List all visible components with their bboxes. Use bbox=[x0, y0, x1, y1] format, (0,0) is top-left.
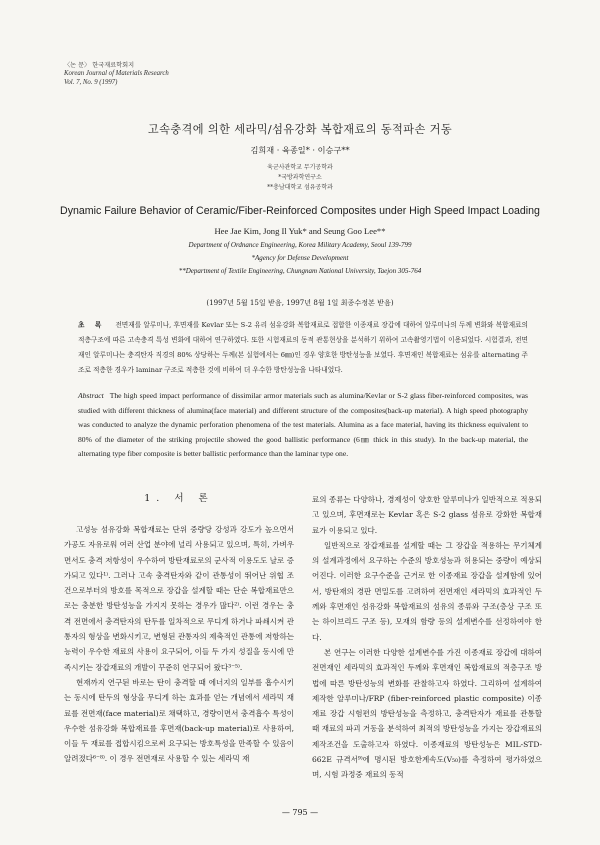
paragraph: 본 연구는 이러한 다양한 설계변수를 가진 이종재료 장갑에 대하여 전면재인 세라믹의 효과적인 두께와 후면재인 복합재료의 적층구조 방법에 따른 방탄성능의 변화를 관찰하고자 하였다. 그리하여 설계하여 제작한 알루미나/FRP (fiber-reinforced plastic composite) 이종재료 장갑 시험편의 방탄성능을 측정하고, 충격탄자가 재료를 관통할 때 재료의 파괴 거동을 분석하여 최적의 방탄성능을 가지는 장갑재료의 제작조건을 도출하고자 하였다. 이종재료의 방탄성능은 MIL-STD-662E 규격서⁹⁾에 명시된 방호한계속도(V₅₀)를 측정하여 평가하였으며, 시험 과정중 재료의 동적 bbox=[312, 647, 542, 780]
affiliation-en-1: Department of Ordnance Engineering, Korea Military Academy, Seoul 139-799 bbox=[188, 241, 412, 249]
left-column bbox=[64, 492, 294, 767]
affiliation-en-3: **Department of Textile Engineering, Chungnam National University, Taejon 305-764 bbox=[178, 267, 422, 275]
affiliation-en-2: *Agency for Defense Development bbox=[251, 254, 349, 262]
abstract-korean bbox=[78, 318, 528, 378]
page-number: — 795 — bbox=[281, 808, 319, 817]
section-heading-introduction: 1. 서 론 bbox=[144, 493, 214, 504]
paragraph: 현재까지 연구된 바로는 탄이 충격할 때 에너지의 일부를 흡수시키는 동시에 탄두의 형상을 무디게 하는 효과를 얻는 개념에서 세라믹 재료를 전면재(face material)로 채택하고, 경량이면서 충격흡수 특성이 우수한 섬유강화 복합재료를 후면재(back-up material)로 사용하여, 이들 두 재료를 접합시킴으로써 요구되는 방호특성을 만족할 수 있음이 알려졌다⁶⁻⁸⁾. 이 경우 전면재로 사용할 수 있는 세라믹 재 bbox=[64, 677, 294, 764]
paragraph: 고성능 섬유강화 복합재료는 단위 중량당 강성과 강도가 높으면서 가공도 자유로워 여러 산업 분야에 널리 사용되고 있으며, 특히, 가벼우면서도 충격 저항성이 우수하여 방탄재료로의 군사적 이용도도 날로 증가되고 있다¹⁾. 그러나 고속 충격탄자와 같이 관통성이 뛰어난 위협 조건으로부터의 방호를 목적으로 장갑을 설계할 때는 단순 복합재료만으로는 충분한 방탄성능을 가지지 못하는 경우가 많다²⁾. 이런 경우는 충격 전면에서 충격탄자의 탄두를 일차적으로 무디게 하거나 파쇄시켜 관통자의 형상을 변화시키고, 변형된 관통자의 제축적인 관통에 저항하는 능력이 우수한 재료의 사용이 요구되어, 이들 두 가지 성질을 동시에 만족시키는 장갑재료의 개발이 꾸준히 연구되어 왔다³⁻⁵⁾. bbox=[64, 525, 294, 672]
received-dates: (1997년 5월 15일 받음, 1997년 8월 1일 최종수정본 받음) bbox=[206, 298, 394, 307]
affiliation-ko-2: *국방과학연구소 bbox=[278, 174, 322, 181]
abstract-en-text: The high speed impact performance of dissimilar armor materials such as alumina/Kevlar or S-2 glass fiber-reinforced composites, was studied with different thickness of alumina(face material) and different structure of the composites(back-up material). A high speed photography was conducted to analyze the dynamic perforation phenomena of the test materials. Alumina as a face material, having its thickness equivalent to 80% of the diameter of the striking projectile showed the good ballistic performance (6㎜ thick in this study). In the back-up material, the alternating type fiber composite is better ballistic performance than the laminar type one. bbox=[78, 391, 528, 458]
abstract-ko-text: 전면재를 알루미나, 후면재를 Kevlar 또는 S-2 유리 섬유강화 복합재료로 접합한 이종재료 장갑에 대하여 알루미나의 두께 변화와 복합재료의 적층구조에 따른 고속충격 특성 변화에 대하여 연구하였다. 또한 시험재료의 동적 관통현상을 분석하기 위하여 고속촬영기법이 이용되었다. 시험결과, 전면재인 알루미나는 충격탄자 직경의 80% 상당하는 두께(본 실험에서는 6㎜)인 경우 양호한 방탄성능을 보였다. 후면재인 복합재료는 섬유를 alternating 주조로 적층한 경우가 laminar 구조로 적층한 것에 비하여 더 우수한 방탄성능을 나타내었다. bbox=[78, 321, 528, 374]
title-english: Dynamic Failure Behavior of Ceramic/Fiber-Reinforced Composites under High Speed Impact Loading bbox=[60, 205, 540, 217]
authors-english: Hee Jae Kim, Jong Il Yuk* and Seung Goo Lee** bbox=[214, 226, 386, 236]
paragraph: 료의 종류는 다양하나, 경제성이 양호한 알루미나가 일반적으로 적용되고 있으며, 후면재로는 Kevlar 혹은 S-2 glass 섬유로 강화한 복합재료가 이용되고 있다. bbox=[312, 495, 542, 535]
authors-korean: 김희재 · 육종일* · 이승구** bbox=[250, 145, 350, 155]
abstract-ko-label: 초 록 bbox=[78, 321, 106, 329]
journal-name-ko: 〈논 문〉 한국재료학회지 bbox=[64, 62, 135, 69]
affiliation-ko-3: **충남대학교 섬유공학과 bbox=[267, 184, 333, 191]
journal-volume: Vol. 7, No. 9 (1997) bbox=[64, 78, 118, 86]
abstract-english bbox=[78, 389, 528, 462]
abstract-en-label: Abstract bbox=[78, 391, 104, 400]
right-column bbox=[312, 492, 542, 783]
journal-name-en: Korean Journal of Materials Research bbox=[64, 70, 169, 78]
title-korean: 고속충격에 의한 세라믹/섬유강화 복합재료의 동적파손 거동 bbox=[147, 123, 453, 136]
affiliation-ko-1: 육군사관학교 무기공학과 bbox=[267, 164, 333, 171]
journal-header bbox=[64, 62, 169, 87]
paragraph: 일반적으로 장갑재료를 설계할 때는 그 장갑을 적용하는 무기체계의 설계과정에서 요구하는 수준의 방호성능과 허용되는 중량이 예상되어진다. 이러한 요구수준을 근거로 한 이종재료 장갑을 설계함에 있어서, 방탄재의 경판 면밀도를 고려하여 전면재인 세라믹의 효과적인 두께와 후면재인 섬유강화 복합재료의 섬유의 종류와 구조(층상 구조 또는 하이브리드 구조 등), 모재의 함량 등의 설계변수를 선정하여야 한다. bbox=[312, 540, 542, 642]
